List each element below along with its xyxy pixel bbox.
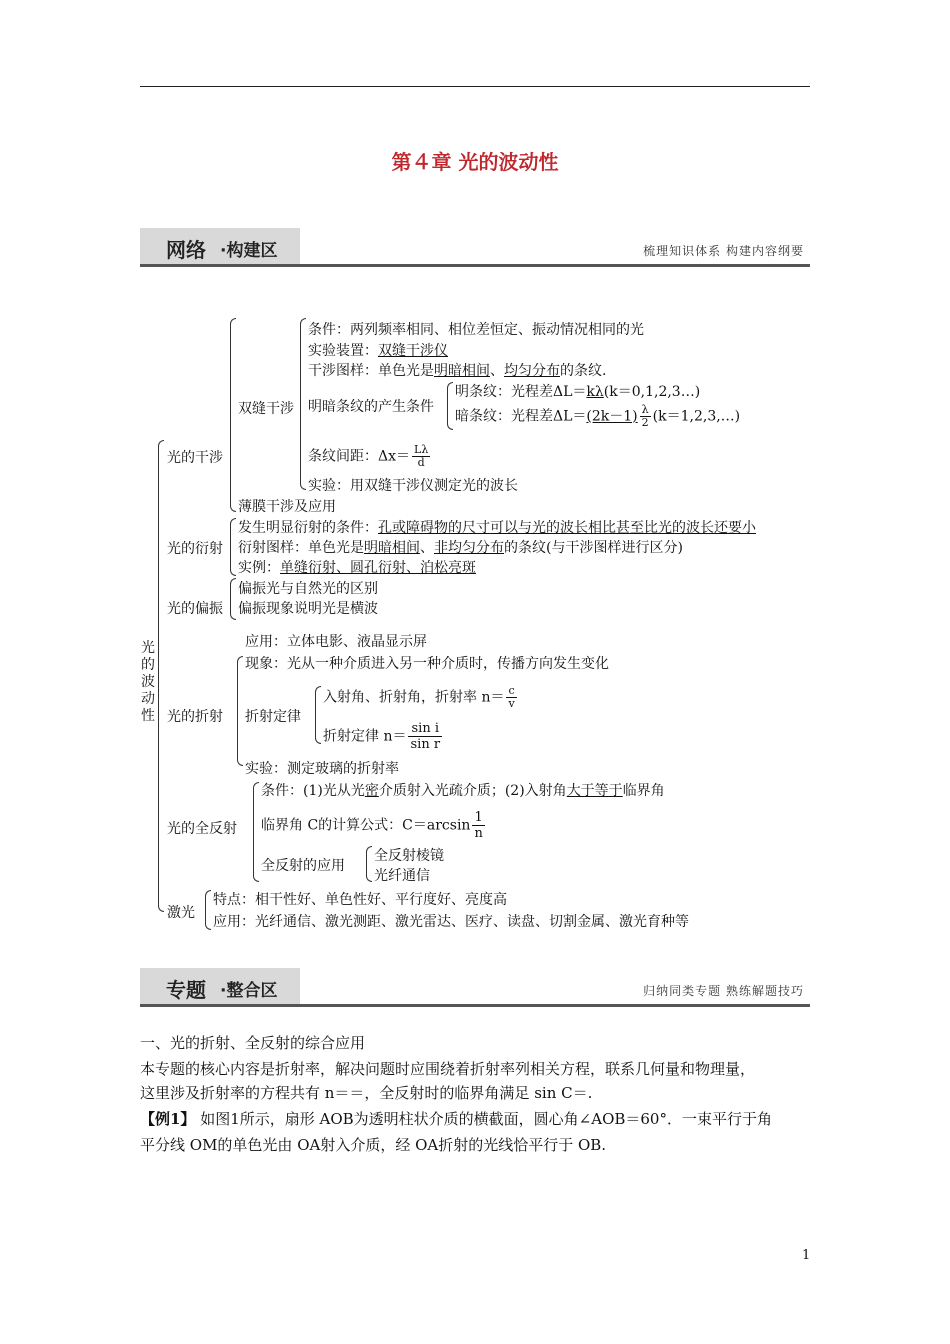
total-reflection-app-label: 全反射的应用 (261, 858, 345, 874)
bright-k: (k＝0,1,2,3…) (603, 384, 701, 400)
polarization-item2: 偏振现象说明光是横波 (238, 601, 378, 617)
interference-brace (230, 318, 236, 512)
polarization-item3: 应用：立体电影、液晶显示屏 (245, 634, 427, 650)
example-line1 (140, 1106, 772, 1132)
critical-text: 临界角 C的计算公式：C＝arcsin (261, 817, 471, 834)
network-banner (140, 228, 810, 266)
dark-prefix: 暗条纹：光程差ΔL＝ (455, 408, 587, 425)
banner-main-label: 网络 (166, 238, 206, 262)
pattern-prefix: 干涉图样：单色光是 (308, 363, 434, 379)
refraction-experiment: 实验：测定玻璃的折射率 (245, 761, 399, 777)
law1-fraction (506, 685, 516, 710)
apparatus-line (308, 340, 448, 360)
law2-num: sin i (408, 721, 442, 737)
tr-cond-b: 介质射入光疏介质；(2)入射角 (378, 783, 567, 799)
interference-label: 光的干涉 (167, 450, 223, 466)
banner-sub-label: ·整合区 (220, 981, 278, 1001)
total-reflection-brace (253, 782, 259, 882)
polarization-item1: 偏振光与自然光的区别 (238, 581, 378, 597)
pattern-u2: 均匀分布 (504, 363, 560, 379)
diffraction-label: 光的衍射 (167, 541, 223, 557)
fringe-condition-label: 明暗条纹的产生条件 (308, 399, 434, 415)
dark-fraction (640, 404, 651, 429)
critical-fraction (472, 810, 484, 841)
chapter-title: 第４章 光的波动性 (391, 150, 559, 174)
fringe-spacing (308, 444, 432, 469)
dark-frac-den: 2 (641, 416, 649, 429)
pattern-sep: 、 (490, 363, 504, 379)
diffraction-pattern (238, 537, 683, 557)
example-tag: 【例1】 (140, 1110, 196, 1128)
fringe-brace (447, 382, 453, 430)
examples-value: 单缝衍射、圆孔衍射、泊松亮斑 (280, 560, 476, 576)
total-reflection-condition (261, 780, 665, 800)
double-slit-brace (300, 318, 306, 490)
total-reflection-label: 光的全反射 (167, 821, 237, 837)
tr-cond-a: 条件：(1)光从光 (261, 783, 365, 799)
banner-tab (140, 228, 300, 264)
tr-app-brace (366, 846, 372, 882)
header-rule (140, 86, 810, 87)
tr-cond-c: 临界角 (622, 783, 665, 799)
banner-rule (140, 264, 810, 267)
law1-text: 入射角、折射角，折射率 (323, 689, 477, 706)
law1-eq: n＝ (481, 689, 505, 706)
apparatus-prefix: 实验装置： (308, 343, 378, 359)
thin-film: 薄膜干涉及应用 (238, 499, 336, 515)
diffraction-condition (238, 517, 756, 537)
laser-brace (205, 890, 211, 930)
banner-tab (140, 968, 300, 1004)
spacing-prefix: 条纹间距：Δx＝ (308, 448, 411, 465)
example-line2: 平分线 OM的单色光由 OA射入介质，经 OA折射的光线恰平行于 OB. (140, 1136, 607, 1154)
law2-eq: n＝ (383, 728, 407, 745)
law2-text: 折射定律 (323, 728, 379, 745)
banner-caption: 梳理知识体系 构建内容纲要 (643, 244, 804, 258)
diffraction-brace (230, 518, 236, 576)
double-slit-label: 双缝干涉 (238, 401, 294, 417)
laser-features: 特点：相干性好、单色性好、平行度好、亮度高 (213, 892, 507, 908)
diff-pattern-u2: 非均匀分布 (434, 540, 504, 556)
diffraction-cond-prefix: 发生明显衍射的条件： (238, 520, 378, 536)
critical-num: 1 (472, 810, 484, 826)
tr-cond-u1: 密 (364, 783, 379, 799)
section-heading: 一、光的折射、全反射的综合应用 (140, 1034, 366, 1052)
section-para2: 这里涉及折射率的方程共有 n＝＝，全反射时的临界角满足 sin C＝. (140, 1084, 593, 1102)
laser-applications: 应用：光纤通信、激光测距、激光雷达、医疗、读盘、切割金属、激光育种等 (213, 914, 689, 930)
diff-pattern-prefix: 衍射图样：单色光是 (238, 540, 364, 556)
wavelength-experiment: 实验：用双缝干涉仪测定光的波长 (308, 478, 518, 494)
law2-fraction (408, 721, 442, 752)
page-number: 1 (802, 1248, 811, 1263)
dark-fringe (455, 404, 740, 429)
diffraction-cond-value: 孔或障碍物的尺寸可以与光的波长相比甚至比光的波长还要小 (378, 520, 756, 536)
section-para1: 本专题的核心内容是折射率，解决问题时应围绕着折射率列相关方程，联系几何量和物理量， (140, 1060, 756, 1078)
law1-den: v (508, 697, 515, 710)
dark-k: (k＝1,2,3,…) (652, 408, 741, 425)
dark-frac-num: λ (640, 404, 651, 417)
examples-prefix: 实例： (238, 560, 280, 576)
refraction-phenomenon: 现象：光从一种介质进入另一种介质时，传播方向发生变化 (245, 656, 609, 672)
critical-angle-formula (261, 810, 487, 841)
apparatus-value: 双缝干涉仪 (378, 343, 448, 359)
bright-value: kλ (586, 384, 604, 400)
laser-label: 激光 (167, 905, 195, 921)
interference-pattern (308, 360, 606, 380)
tree-root: 光的波动性 (141, 640, 155, 724)
banner-rule (140, 1004, 810, 1007)
diff-pattern-u1: 明暗相间 (364, 540, 420, 556)
spacing-fraction (412, 444, 430, 469)
banner-main-label: 专题 (166, 978, 206, 1002)
tr-app2: 光纤通信 (374, 868, 430, 884)
pattern-end: 的条纹. (560, 363, 607, 379)
spacing-num: Lλ (414, 443, 429, 456)
topic-banner (140, 968, 810, 1006)
refraction-law2 (323, 721, 444, 752)
refraction-law-label: 折射定律 (245, 709, 301, 725)
tr-cond-u2: 大于等于 (566, 783, 623, 799)
refraction-label: 光的折射 (167, 709, 223, 725)
refraction-brace (237, 656, 243, 766)
banner-sub-label: ·构建区 (220, 241, 278, 261)
law1-num: c (506, 685, 516, 698)
bright-prefix: 明条纹：光程差ΔL＝ (455, 384, 587, 400)
bright-fringe (455, 381, 700, 401)
pattern-u1: 明暗相间 (434, 363, 490, 379)
tr-app1: 全反射棱镜 (374, 848, 444, 864)
critical-den: n (474, 826, 483, 841)
spacing-den: d (417, 456, 425, 469)
law2-den: sin r (410, 737, 441, 752)
diff-pattern-sep: 、 (420, 540, 434, 556)
polarization-brace (230, 578, 236, 620)
diffraction-examples (238, 557, 476, 577)
root-brace (158, 440, 164, 912)
banner-caption: 归纳同类专题 熟练解题技巧 (643, 984, 804, 998)
refraction-law-brace (315, 686, 321, 744)
example-text1: 如图1所示，扇形 AOB为透明柱状介质的横截面，圆心角∠AOB＝60°．一束平行于角 (195, 1110, 772, 1128)
dark-value: (2k－1) (586, 408, 638, 425)
interference-condition: 条件：两列频率相同、相位差恒定、振动情况相同的光 (308, 322, 644, 338)
diff-pattern-end: 的条纹(与干涉图样进行区分) (504, 540, 683, 556)
refraction-law1 (323, 685, 519, 710)
polarization-label: 光的偏振 (167, 601, 223, 617)
